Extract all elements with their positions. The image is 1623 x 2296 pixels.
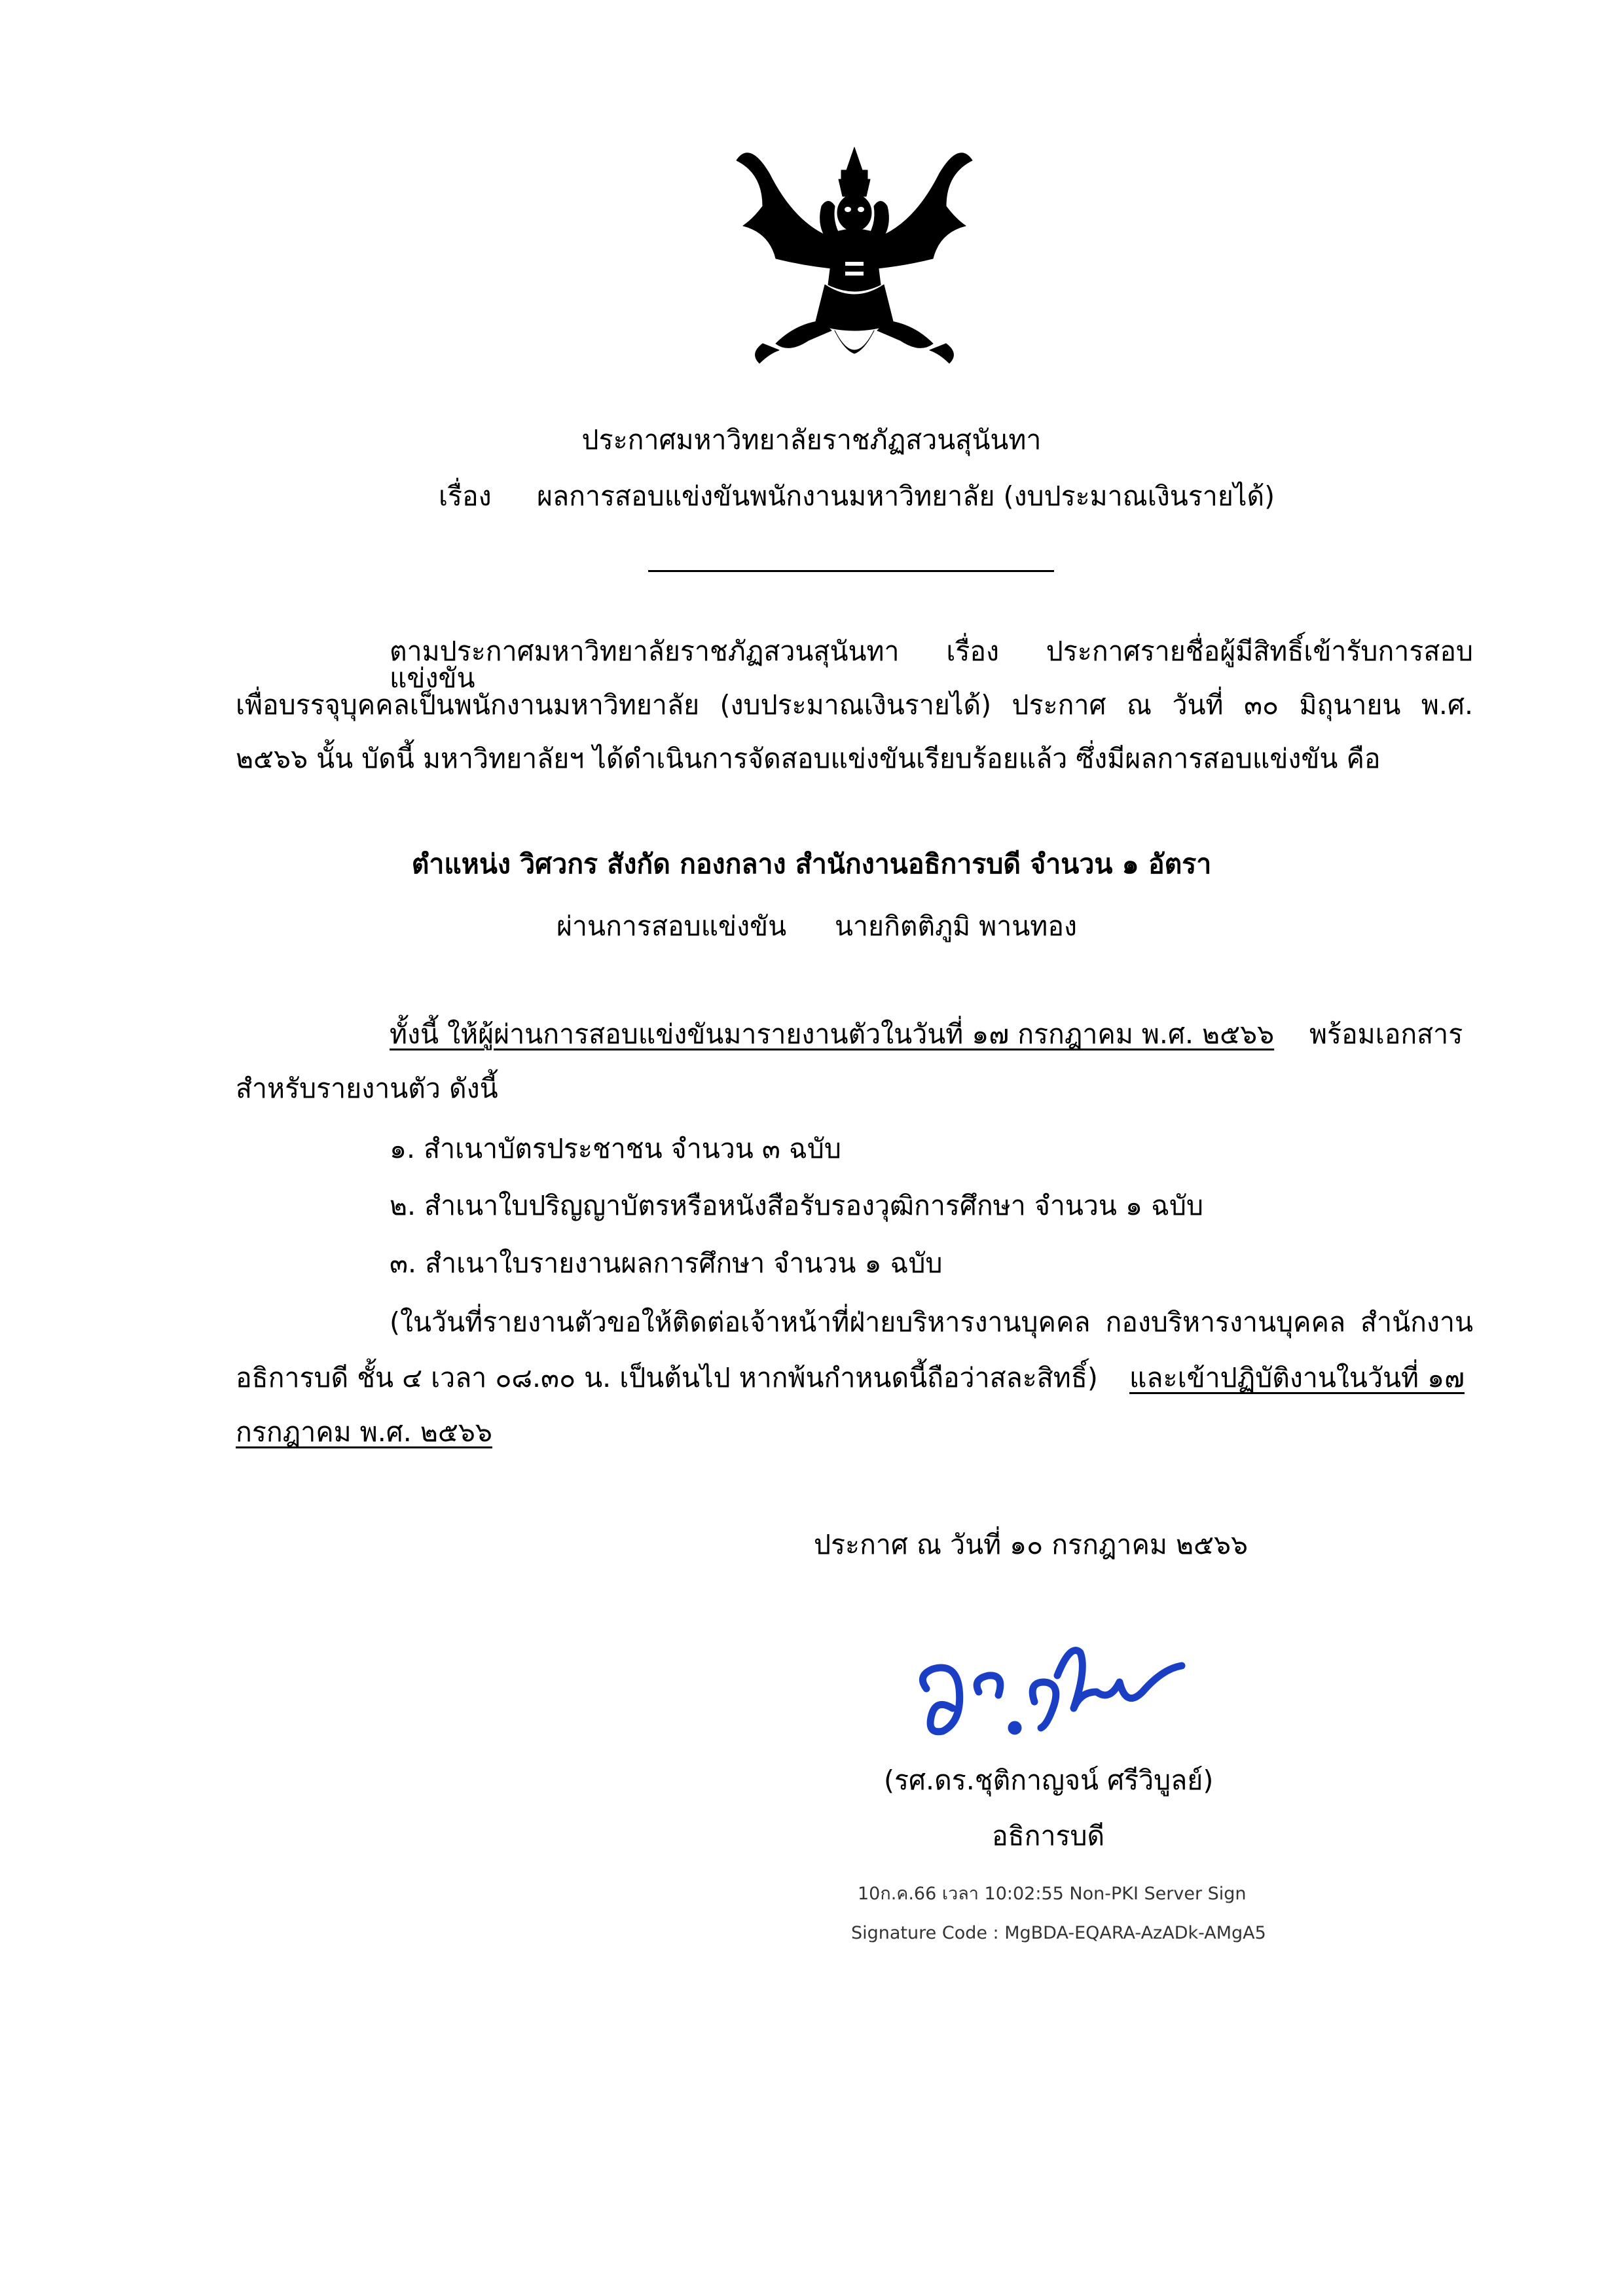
note-line-1: (ในวันที่รายงานตัวขอให้ติดต่อเจ้าหน้าที่ฝ่ายบริหารงานบุคคล กองบริหารงานบุคคล สำนักงาน — [390, 1306, 1473, 1338]
passed-name: นายกิตติภูมิ พานทอง — [835, 910, 1077, 942]
position-heading: ตำแหน่ง วิศวกร สังกัด กองกลาง สำนักงานอธิการบดี จำนวน ๑ อัตรา — [411, 848, 1212, 880]
handwritten-signature — [907, 1630, 1208, 1754]
report-instruction: ทั้งนี้ ให้ผู้ผ่านการสอบแข่งขันมารายงานตัวในวันที่ ๑๗ กรกฎาคม พ.ศ. ๒๕๖๖ — [390, 1018, 1275, 1050]
signature-code: Signature Code : MgBDA-EQARA-AzADk-AMgA5 — [851, 1923, 1266, 1943]
subject-text: ผลการสอบแข่งขันพนักงานมหาวิทยาลัย (งบประมาณเงินรายได้) — [537, 480, 1275, 512]
report-instruction-rest: พร้อมเอกสาร — [1309, 1018, 1463, 1050]
document-item-1: ๑. สำเนาบัตรประชาชน จำนวน ๓ ฉบับ — [390, 1133, 841, 1164]
intro-line-1: ตามประกาศมหาวิทยาลัยราชภัฏสวนสุนันทา เรื่อง ประกาศรายชื่อผู้มีสิทธิ์เข้ารับการสอบแข่งขัน — [390, 636, 1473, 694]
announced-date: ประกาศ ณ วันที่ ๑๐ กรกฎาคม ๒๕๖๖ — [814, 1529, 1249, 1560]
note-line-3-underlined: กรกฎาคม พ.ศ. ๒๕๖๖ — [236, 1416, 492, 1448]
note-line-2-underlined: และเข้าปฏิบัติงานในวันที่ ๑๗ — [1129, 1362, 1465, 1393]
intro-line-2: เพื่อบรรจุบุคคลเป็นพนักงานมหาวิทยาลัย (งบประมาณเงินรายได้) ประกาศ ณ วันที่ ๓๐ มิถุนายน พ.ศ. — [236, 689, 1473, 721]
signer-name: (รศ.ดร.ชุติกาญจน์ ศรีวิบูลย์) — [884, 1765, 1214, 1796]
report-instruction-line-2: สำหรับรายงานตัว ดังนี้ — [236, 1073, 498, 1104]
intro-line-3: ๒๕๖๖ นั้น บัดนี้ มหาวิทยาลัยฯ ได้ดำเนินการจัดสอบแข่งขันเรียบร้อยแล้ว ซึ่งมีผลการสอบแข่งขัน คือ — [236, 743, 1381, 774]
passed-label: ผ่านการสอบแข่งขัน — [556, 910, 787, 942]
header-divider — [648, 570, 1054, 572]
note-line-2: อธิการบดี ชั้น ๔ เวลา ๐๘.๓๐ น. เป็นต้นไป หากพ้นกำหนดนี้ถือว่าสละสิทธิ์) — [236, 1362, 1098, 1393]
subject-label: เรื่อง — [439, 480, 492, 512]
document-item-2: ๒. สำเนาใบปริญญาบัตรหรือหนังสือรับรองวุฒิการศึกษา จำนวน ๑ ฉบับ — [390, 1190, 1204, 1221]
signer-title: อธิการบดี — [992, 1820, 1105, 1852]
announcement-title: ประกาศมหาวิทยาลัยราชภัฏสวนสุนันทา — [581, 424, 1042, 456]
sign-meta: 10ก.ค.66 เวลา 10:02:55 Non-PKI Server Sign — [858, 1884, 1247, 1904]
garuda-emblem-icon — [723, 134, 985, 383]
document-item-3: ๓. สำเนาใบรายงานผลการศึกษา จำนวน ๑ ฉบับ — [390, 1247, 943, 1279]
